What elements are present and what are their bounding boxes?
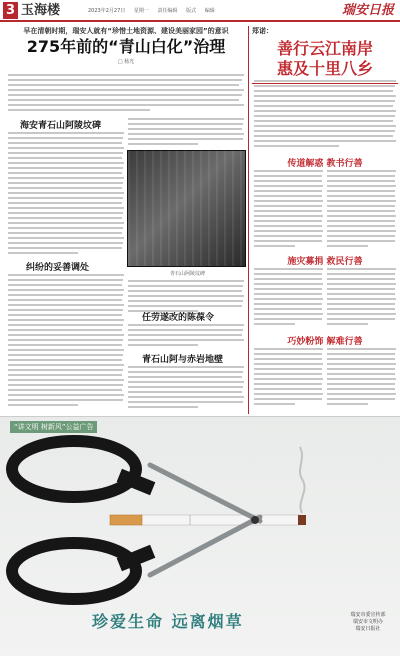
cigarette-icon <box>110 515 306 525</box>
text-line <box>8 232 122 234</box>
text-line <box>8 349 124 351</box>
text-line <box>128 128 242 130</box>
text-line <box>327 308 395 310</box>
text-line <box>254 383 322 385</box>
right-section-heading-2: 施灾募捐 救民行善 <box>287 257 363 267</box>
text-line <box>8 89 244 91</box>
text-line <box>254 373 322 375</box>
right-body-a-col1 <box>254 170 323 250</box>
text-line <box>128 344 198 346</box>
text-line <box>327 185 396 187</box>
text-line <box>8 197 123 199</box>
text-line <box>327 373 395 375</box>
text-line <box>327 215 396 217</box>
text-line <box>8 354 123 356</box>
text-line <box>128 143 198 145</box>
issue-date: 2023年2月27日 <box>88 8 126 14</box>
text-line <box>327 358 395 360</box>
text-line <box>128 138 243 140</box>
text-line <box>8 274 124 276</box>
text-line <box>254 358 322 360</box>
editor-name: 编辑 <box>204 8 215 14</box>
text-line <box>8 147 124 149</box>
text-line <box>327 353 395 355</box>
text-line <box>8 329 122 331</box>
text-line <box>254 110 396 112</box>
right-article-author: 郑诺： <box>252 27 273 35</box>
text-line <box>8 187 122 189</box>
text-line <box>254 388 322 390</box>
text-line <box>8 104 244 106</box>
text-line <box>128 300 243 302</box>
text-line <box>8 237 124 239</box>
text-line <box>254 130 395 132</box>
text-line <box>254 105 393 107</box>
text-line <box>254 135 393 137</box>
text-line <box>254 378 323 380</box>
text-line <box>8 289 124 291</box>
text-line <box>8 207 124 209</box>
text-line <box>327 288 395 290</box>
ad-credit <box>340 612 396 633</box>
text-line <box>254 205 322 207</box>
credit-line-1: 瑞安市委宣传部 <box>350 612 386 618</box>
text-line <box>254 293 322 295</box>
text-line <box>254 100 395 102</box>
text-line <box>8 109 150 111</box>
text-line <box>128 401 243 403</box>
text-line <box>254 298 323 300</box>
text-line <box>8 379 124 381</box>
text-line <box>8 74 244 76</box>
text-line <box>8 84 239 86</box>
text-line <box>8 364 124 366</box>
text-line <box>128 376 242 378</box>
text-line <box>327 283 396 285</box>
text-line <box>128 305 242 307</box>
text-line <box>254 195 322 197</box>
text-line <box>128 334 242 336</box>
text-line <box>327 278 395 280</box>
ad-slogan: 珍爱生命 远离烟草 <box>92 612 244 631</box>
text-line <box>327 245 368 247</box>
text-line <box>8 399 123 401</box>
text-line <box>8 324 123 326</box>
body-text-col2-a <box>128 118 244 148</box>
text-line <box>8 404 78 406</box>
text-line <box>327 220 395 222</box>
ad-tag: “讲文明 树新风”公益广告 <box>10 421 97 433</box>
text-line <box>8 217 122 219</box>
text-line <box>254 318 322 320</box>
intro-text <box>8 74 244 114</box>
text-line <box>254 225 322 227</box>
section-heading-2: 纠纷的妥善调处 <box>26 263 90 273</box>
text-line <box>254 308 322 310</box>
text-line <box>327 175 395 177</box>
text-line <box>254 230 323 232</box>
right-article-title-line-2: 惠及十里八乡 <box>276 59 373 78</box>
column-divider <box>248 26 249 414</box>
text-line <box>254 313 323 315</box>
text-line <box>327 170 396 172</box>
text-line <box>254 215 323 217</box>
text-line <box>8 384 123 386</box>
text-line <box>8 314 122 316</box>
text-line <box>8 294 123 296</box>
right-intro-text <box>254 80 396 150</box>
text-line <box>327 313 396 315</box>
text-line <box>254 363 323 365</box>
smoke-icon <box>300 447 305 513</box>
section-heading-1: 海安青石山阿陵坟碑 <box>20 121 102 131</box>
text-line <box>254 240 322 242</box>
text-line <box>327 273 395 275</box>
right-article-title-line-1: 善行云江南岸 <box>276 39 373 58</box>
text-line <box>128 295 244 297</box>
text-line <box>254 303 322 305</box>
text-line <box>128 133 244 135</box>
text-line <box>327 180 395 182</box>
text-line <box>8 339 123 341</box>
text-line <box>8 279 123 281</box>
text-line <box>128 339 244 341</box>
text-line <box>8 79 242 81</box>
text-line <box>8 182 123 184</box>
text-line <box>327 200 396 202</box>
text-line <box>327 363 396 365</box>
text-line <box>128 329 243 331</box>
text-line <box>327 403 368 405</box>
right-section-heading-1: 传道解惑 教书行善 <box>287 159 363 169</box>
text-line <box>128 366 244 368</box>
text-line <box>8 284 122 286</box>
page-number: 3 <box>3 2 18 19</box>
text-line <box>128 324 244 326</box>
right-article <box>252 26 398 84</box>
text-line <box>8 242 123 244</box>
text-line <box>8 374 122 376</box>
text-line <box>254 220 322 222</box>
text-line <box>254 170 323 172</box>
text-line <box>8 359 122 361</box>
text-line <box>8 252 78 254</box>
text-line <box>8 142 122 144</box>
text-line <box>254 185 323 187</box>
section-heading-3: 任劳遂改的陈葆令 <box>142 313 215 323</box>
text-line <box>8 137 123 139</box>
page-header <box>0 0 400 22</box>
text-line <box>254 210 322 212</box>
text-line <box>327 388 395 390</box>
right-section-heading-3: 巧妙粉饰 解难行善 <box>287 337 363 347</box>
text-line <box>8 344 122 346</box>
right-body-c-col1 <box>254 348 323 408</box>
text-line <box>8 389 122 391</box>
body-text-col1-b <box>8 274 124 409</box>
text-line <box>128 381 244 383</box>
text-line <box>327 230 396 232</box>
article-subtitle: 早在清朝时期，瑞安人就有“珍惜土地资源、建设美丽家园”的意识 <box>23 27 229 35</box>
left-article <box>6 26 246 65</box>
text-line <box>327 398 395 400</box>
right-body-a-col2 <box>327 170 396 250</box>
text-line <box>8 172 122 174</box>
text-line <box>254 268 323 270</box>
text-line <box>8 212 123 214</box>
text-line <box>327 393 396 395</box>
text-line <box>128 280 244 282</box>
body-text-col1-a <box>8 132 124 257</box>
text-line <box>8 152 123 154</box>
editor-label: 责任编辑 <box>157 8 178 14</box>
text-line <box>254 278 322 280</box>
scissors-cigarette-illustration <box>0 425 400 605</box>
text-line <box>254 80 396 82</box>
text-line <box>8 202 122 204</box>
text-line <box>327 303 395 305</box>
text-line <box>254 95 396 97</box>
text-line <box>128 391 242 393</box>
newspaper-logo: 瑞安日报 <box>341 3 394 18</box>
text-line <box>8 157 122 159</box>
text-line <box>8 304 124 306</box>
text-line <box>254 348 323 350</box>
issue-weekday: 星期一 <box>133 8 149 14</box>
text-line <box>8 192 124 194</box>
right-body-b-col1 <box>254 268 323 328</box>
text-line <box>128 285 243 287</box>
text-line <box>128 118 244 120</box>
text-line <box>254 323 295 325</box>
text-line <box>254 273 322 275</box>
text-line <box>128 290 242 292</box>
text-line <box>327 225 395 227</box>
text-line <box>128 406 198 408</box>
text-line <box>8 167 123 169</box>
text-line <box>327 205 395 207</box>
text-line <box>128 396 244 398</box>
text-line <box>254 115 395 117</box>
text-line <box>327 190 395 192</box>
text-line <box>327 383 395 385</box>
text-line <box>254 180 322 182</box>
text-line <box>254 403 295 405</box>
text-line <box>254 90 393 92</box>
text-line <box>327 368 395 370</box>
text-line <box>254 245 295 247</box>
text-line <box>254 190 322 192</box>
text-line <box>254 368 322 370</box>
text-line <box>128 310 198 312</box>
text-line <box>8 369 123 371</box>
text-line <box>8 319 124 321</box>
text-line <box>8 309 123 311</box>
text-line <box>8 94 242 96</box>
text-line <box>254 283 323 285</box>
body-text-col2-b <box>128 280 244 315</box>
body-text-col2-c <box>128 324 244 349</box>
layout-label: 版式 <box>186 8 197 14</box>
text-line <box>327 268 396 270</box>
text-line <box>327 348 396 350</box>
text-line <box>254 398 322 400</box>
text-line <box>8 394 124 396</box>
right-body-c-col2 <box>327 348 396 408</box>
credit-line-3: 瑞安日报社 <box>355 626 381 632</box>
text-line <box>327 318 395 320</box>
photo-caption: 青石山阿陵坟碑 <box>170 271 206 277</box>
text-line <box>8 334 124 336</box>
text-line <box>254 175 322 177</box>
text-line <box>254 145 339 147</box>
text-line <box>254 140 396 142</box>
text-line <box>327 240 395 242</box>
text-line <box>327 235 395 237</box>
text-line <box>254 353 322 355</box>
text-line <box>8 222 124 224</box>
text-line <box>254 120 393 122</box>
text-line <box>254 125 396 127</box>
issue-meta <box>88 7 222 14</box>
text-line <box>327 195 395 197</box>
text-line <box>254 85 395 87</box>
text-line <box>8 227 123 229</box>
text-line <box>8 162 124 164</box>
text-line <box>327 323 368 325</box>
article-author: □ 杨光 <box>117 59 135 65</box>
body-text-col2-d <box>128 366 244 411</box>
text-line <box>327 298 396 300</box>
text-line <box>254 393 323 395</box>
article-title: 275年前的“青山白化”治理 <box>26 37 226 56</box>
text-line <box>8 299 122 301</box>
text-line <box>128 123 243 125</box>
right-body-b-col2 <box>327 268 396 328</box>
text-line <box>8 132 124 134</box>
text-line <box>128 371 243 373</box>
text-line <box>128 386 243 388</box>
text-line <box>327 378 396 380</box>
section-heading-4: 青石山阿与赤岩地壁 <box>142 355 224 365</box>
text-line <box>8 177 124 179</box>
text-line <box>254 235 322 237</box>
page-section-name: 玉海楼 <box>21 3 61 18</box>
text-line <box>254 288 322 290</box>
text-line <box>327 293 395 295</box>
credit-line-2: 瑞安市文明办 <box>352 619 383 625</box>
tombstone-photo <box>127 150 246 267</box>
text-line <box>8 99 239 101</box>
text-line <box>327 210 395 212</box>
text-line <box>8 247 122 249</box>
text-line <box>254 200 323 202</box>
